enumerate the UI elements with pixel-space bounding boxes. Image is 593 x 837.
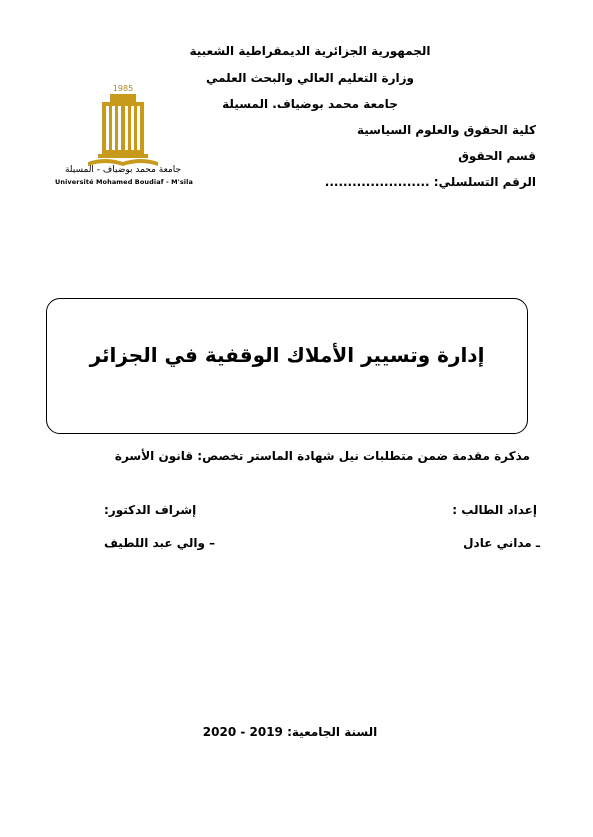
logo-caption-arabic: جامعة محمد بوضياف - المسيلة: [64, 165, 182, 175]
memo-description: مذكرة مقدمة ضمن متطلبات نيل شهادة الماستر تخصص: قانون الأسرة: [114, 449, 530, 463]
student-name: ـ مداني عادل: [463, 536, 540, 550]
department-label: قسم الحقوق: [458, 149, 536, 163]
logo-year: 1985: [112, 84, 134, 93]
title-box: [46, 298, 528, 434]
logo-caption-french: Université Mohamed Boudiaf - M'sila: [55, 178, 193, 186]
university-header: جامعة محمد بوضياف. المسيلة: [222, 97, 398, 111]
academic-year-label: السنة الجامعية:: [287, 725, 378, 739]
supervisor-name: – والي عبد اللطيف: [104, 536, 216, 550]
republic-header: الجمهورية الجزائرية الديمقراطية الشعبية: [189, 44, 431, 58]
prepared-by-label: إعداد الطالب :: [452, 503, 537, 517]
supervision-label: إشراف الدكتور:: [104, 503, 197, 517]
academic-year: [160, 725, 420, 739]
serial-number-label: الرقم التسلسلي: .......................: [324, 175, 536, 189]
thesis-title: إدارة وتسيير الأملاك الوقفية في الجزائر: [89, 343, 485, 367]
faculty-label: كلية الحقوق والعلوم السياسية: [356, 123, 536, 137]
academic-year-value: 2020 - 2019: [202, 725, 283, 739]
ministry-header: وزارة التعليم العالي والبحث العلمي: [205, 71, 415, 85]
